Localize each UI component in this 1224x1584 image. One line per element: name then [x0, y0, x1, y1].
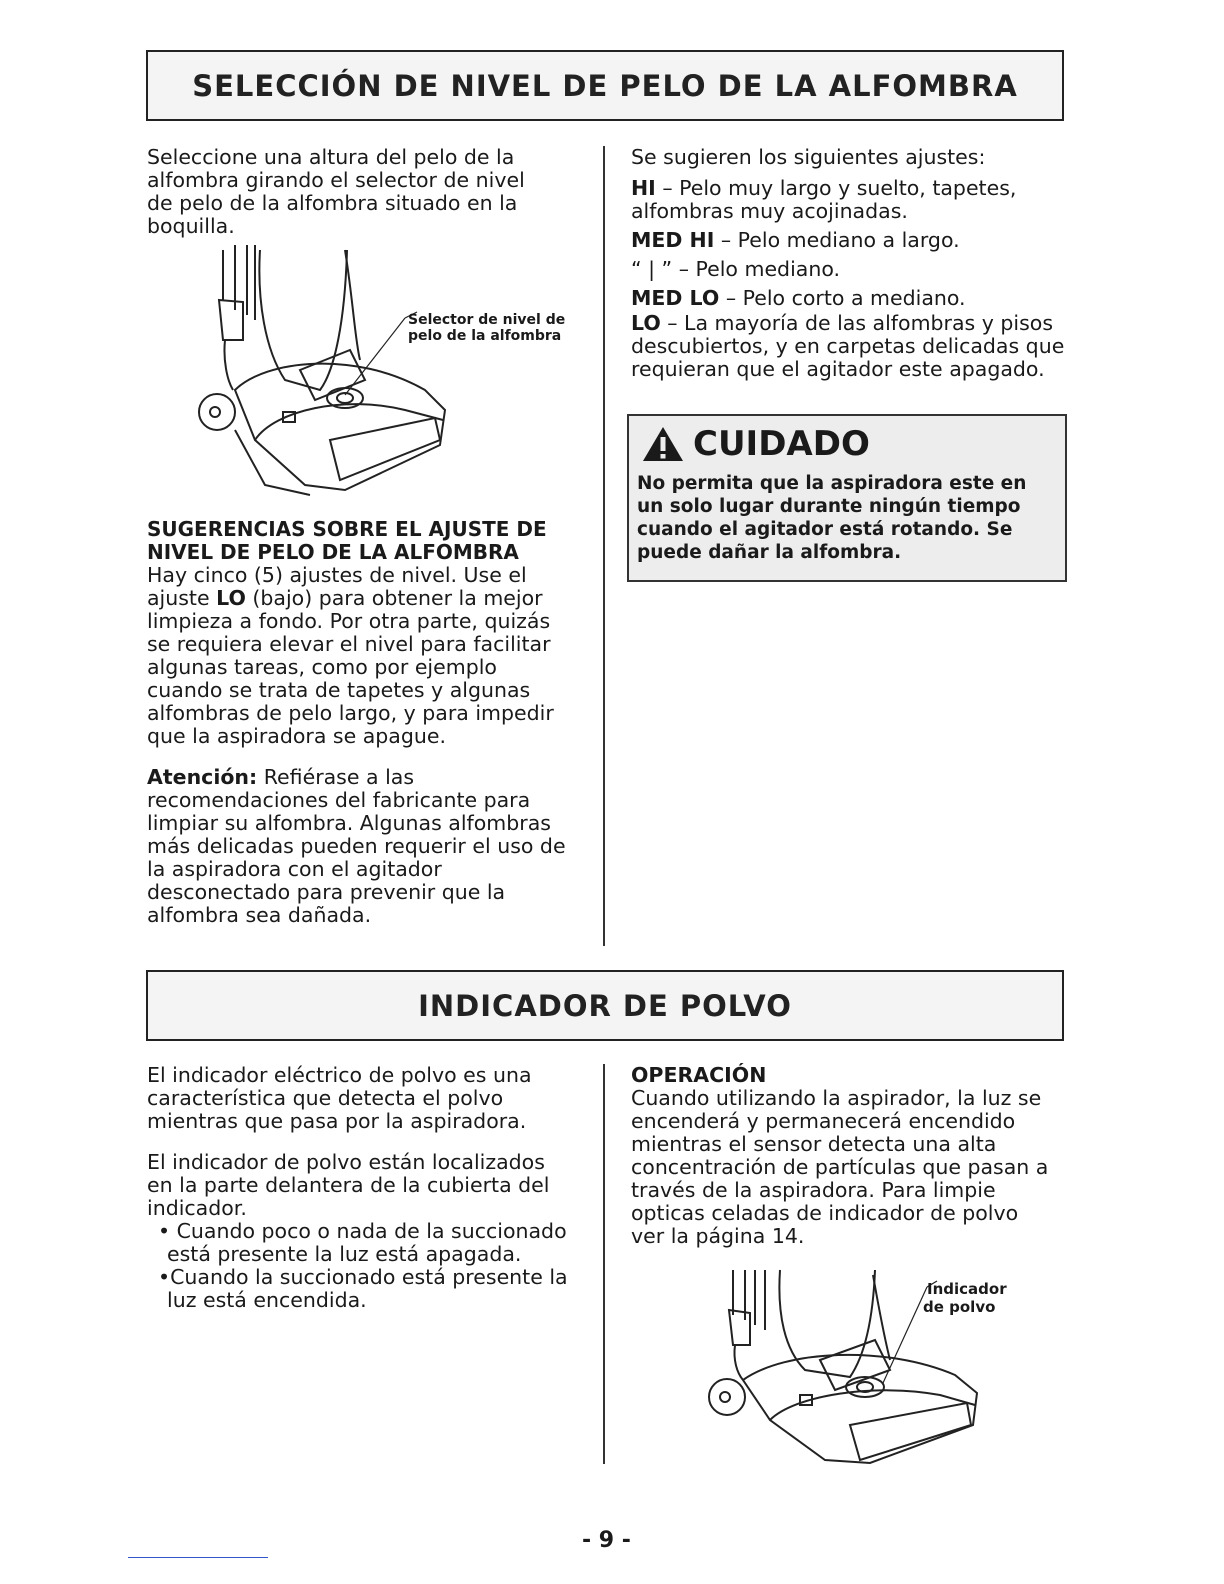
left-column-dust — [147, 1064, 587, 1312]
operation-text: Cuando utilizando la aspirador, la luz se encenderá y permanecerá encendido mientras el sensor detecta una alta concentración de partículas que pasan a través de la aspiradora. Para limpie opticas celadas de indicador de polvo ver la página 14. — [631, 1086, 1049, 1248]
dust-bullet2: •Cuando la succionado está presente la luz está encendida. — [158, 1265, 568, 1312]
tips-block — [147, 518, 577, 927]
figure2-callout — [923, 1280, 1007, 1316]
attention-text: Refiérase a las recomendaciones del fabricante para limpiar su alfombra. Algunas alfombras más delicadas pueden requerir el uso de la aspiradora con el agitador desconectado para prevenir que la alfombra sea dañada. — [147, 765, 566, 927]
dust-para2: El indicador de polvo están localizados en la parte delantera de la cubierta del indicador. — [147, 1150, 550, 1220]
callout-line2: pelo de la alfombra — [408, 328, 562, 344]
tips-heading-line2: NIVEL DE PELO DE LA ALFOMBRA — [147, 540, 519, 564]
caution-title-text: CUIDADO — [693, 424, 870, 464]
column-divider-1 — [603, 146, 605, 946]
setting-mid — [631, 258, 1071, 281]
setting-med-hi-text: – Pelo mediano a largo. — [714, 228, 960, 252]
footer-rule — [128, 1557, 268, 1558]
callout2-line2: de polvo — [923, 1298, 996, 1316]
column-divider-2 — [603, 1064, 605, 1464]
tips-text-2: (bajo) para obtener la mejor limpieza a fondo. Por otra parte, quizás se requiera elevar el nivel para facilitar algunas tareas, como por ejemplo cuando se trata de tapetes y algunas alfombras de pelo largo, y para impedir que la aspiradora se apague. — [147, 586, 554, 748]
right-column-operation — [631, 1064, 1056, 1248]
tips-paragraph — [147, 564, 567, 748]
caution-text: No permita que la aspiradora este en un solo lugar durante ningún tiempo cuando el agitador está rotando. Se puede dañar la alfombra. — [637, 473, 1027, 563]
section2-title-text: INDICADOR DE POLVO — [418, 988, 792, 1023]
caution-title — [641, 424, 1065, 464]
settings-intro: Se sugieren los siguientes ajustes: — [631, 145, 986, 169]
tips-bold-lo: LO — [216, 586, 246, 610]
section-title-dust-indicator — [146, 970, 1064, 1041]
setting-mid-label: “ | ” — [631, 257, 673, 281]
setting-med-lo-label: MED LO — [631, 286, 720, 310]
attention-paragraph — [147, 766, 567, 927]
figure1-callout — [408, 312, 565, 344]
tips-heading — [147, 518, 577, 564]
page-number: - 9 - — [582, 1528, 631, 1553]
setting-mid-text: – Pelo mediano. — [672, 257, 841, 281]
setting-med-lo-text: – Pelo corto a mediano. — [719, 286, 966, 310]
attention-label: Atención: — [147, 765, 258, 789]
warning-triangle-icon — [641, 425, 685, 463]
section-title-text: SELECCIÓN DE NIVEL DE PELO DE LA ALFOMBRA — [192, 68, 1018, 103]
setting-med-hi — [631, 229, 1071, 252]
setting-lo-label: LO — [631, 311, 661, 335]
tips-text-1: Hay cinco (5) ajustes de nivel. Use el ajuste — [147, 563, 527, 610]
right-column-settings — [631, 146, 1071, 381]
intro-paragraph: Seleccione una altura del pelo de la alfombra girando el selector de nivel de pelo de la alfombra situado en la boquilla. — [147, 145, 525, 238]
setting-med-hi-label: MED HI — [631, 228, 715, 252]
left-column-carpet — [147, 146, 587, 238]
setting-lo — [631, 312, 1071, 381]
setting-hi-text: – Pelo muy largo y suelto, tapetes, alfombras muy acojinadas. — [631, 176, 1017, 223]
callout-line1: Selector de nivel de — [408, 312, 566, 328]
caution-box — [627, 414, 1067, 582]
dust-para1: El indicador eléctrico de polvo es una característica que detecta el polvo mientras que pasa por la aspiradora. — [147, 1063, 532, 1133]
section-title-carpet-height — [146, 50, 1064, 121]
dust-bullet1: • Cuando poco o nada de la succionado está presente la luz está apagada. — [158, 1219, 567, 1266]
setting-lo-text: – La mayoría de las alfombras y pisos descubiertos, y en carpetas delicadas que requieran que el agitador este apagado. — [631, 311, 1065, 381]
vacuum-nozzle-figure — [195, 240, 450, 500]
setting-med-lo — [631, 287, 1071, 310]
callout2-line1: Indicador — [927, 1280, 1007, 1298]
setting-hi-label: HI — [631, 176, 656, 200]
setting-hi — [631, 177, 1071, 223]
tips-heading-line1: SUGERENCIAS SOBRE EL AJUSTE DE — [147, 517, 547, 541]
operation-heading: OPERACIÓN — [631, 1063, 767, 1087]
